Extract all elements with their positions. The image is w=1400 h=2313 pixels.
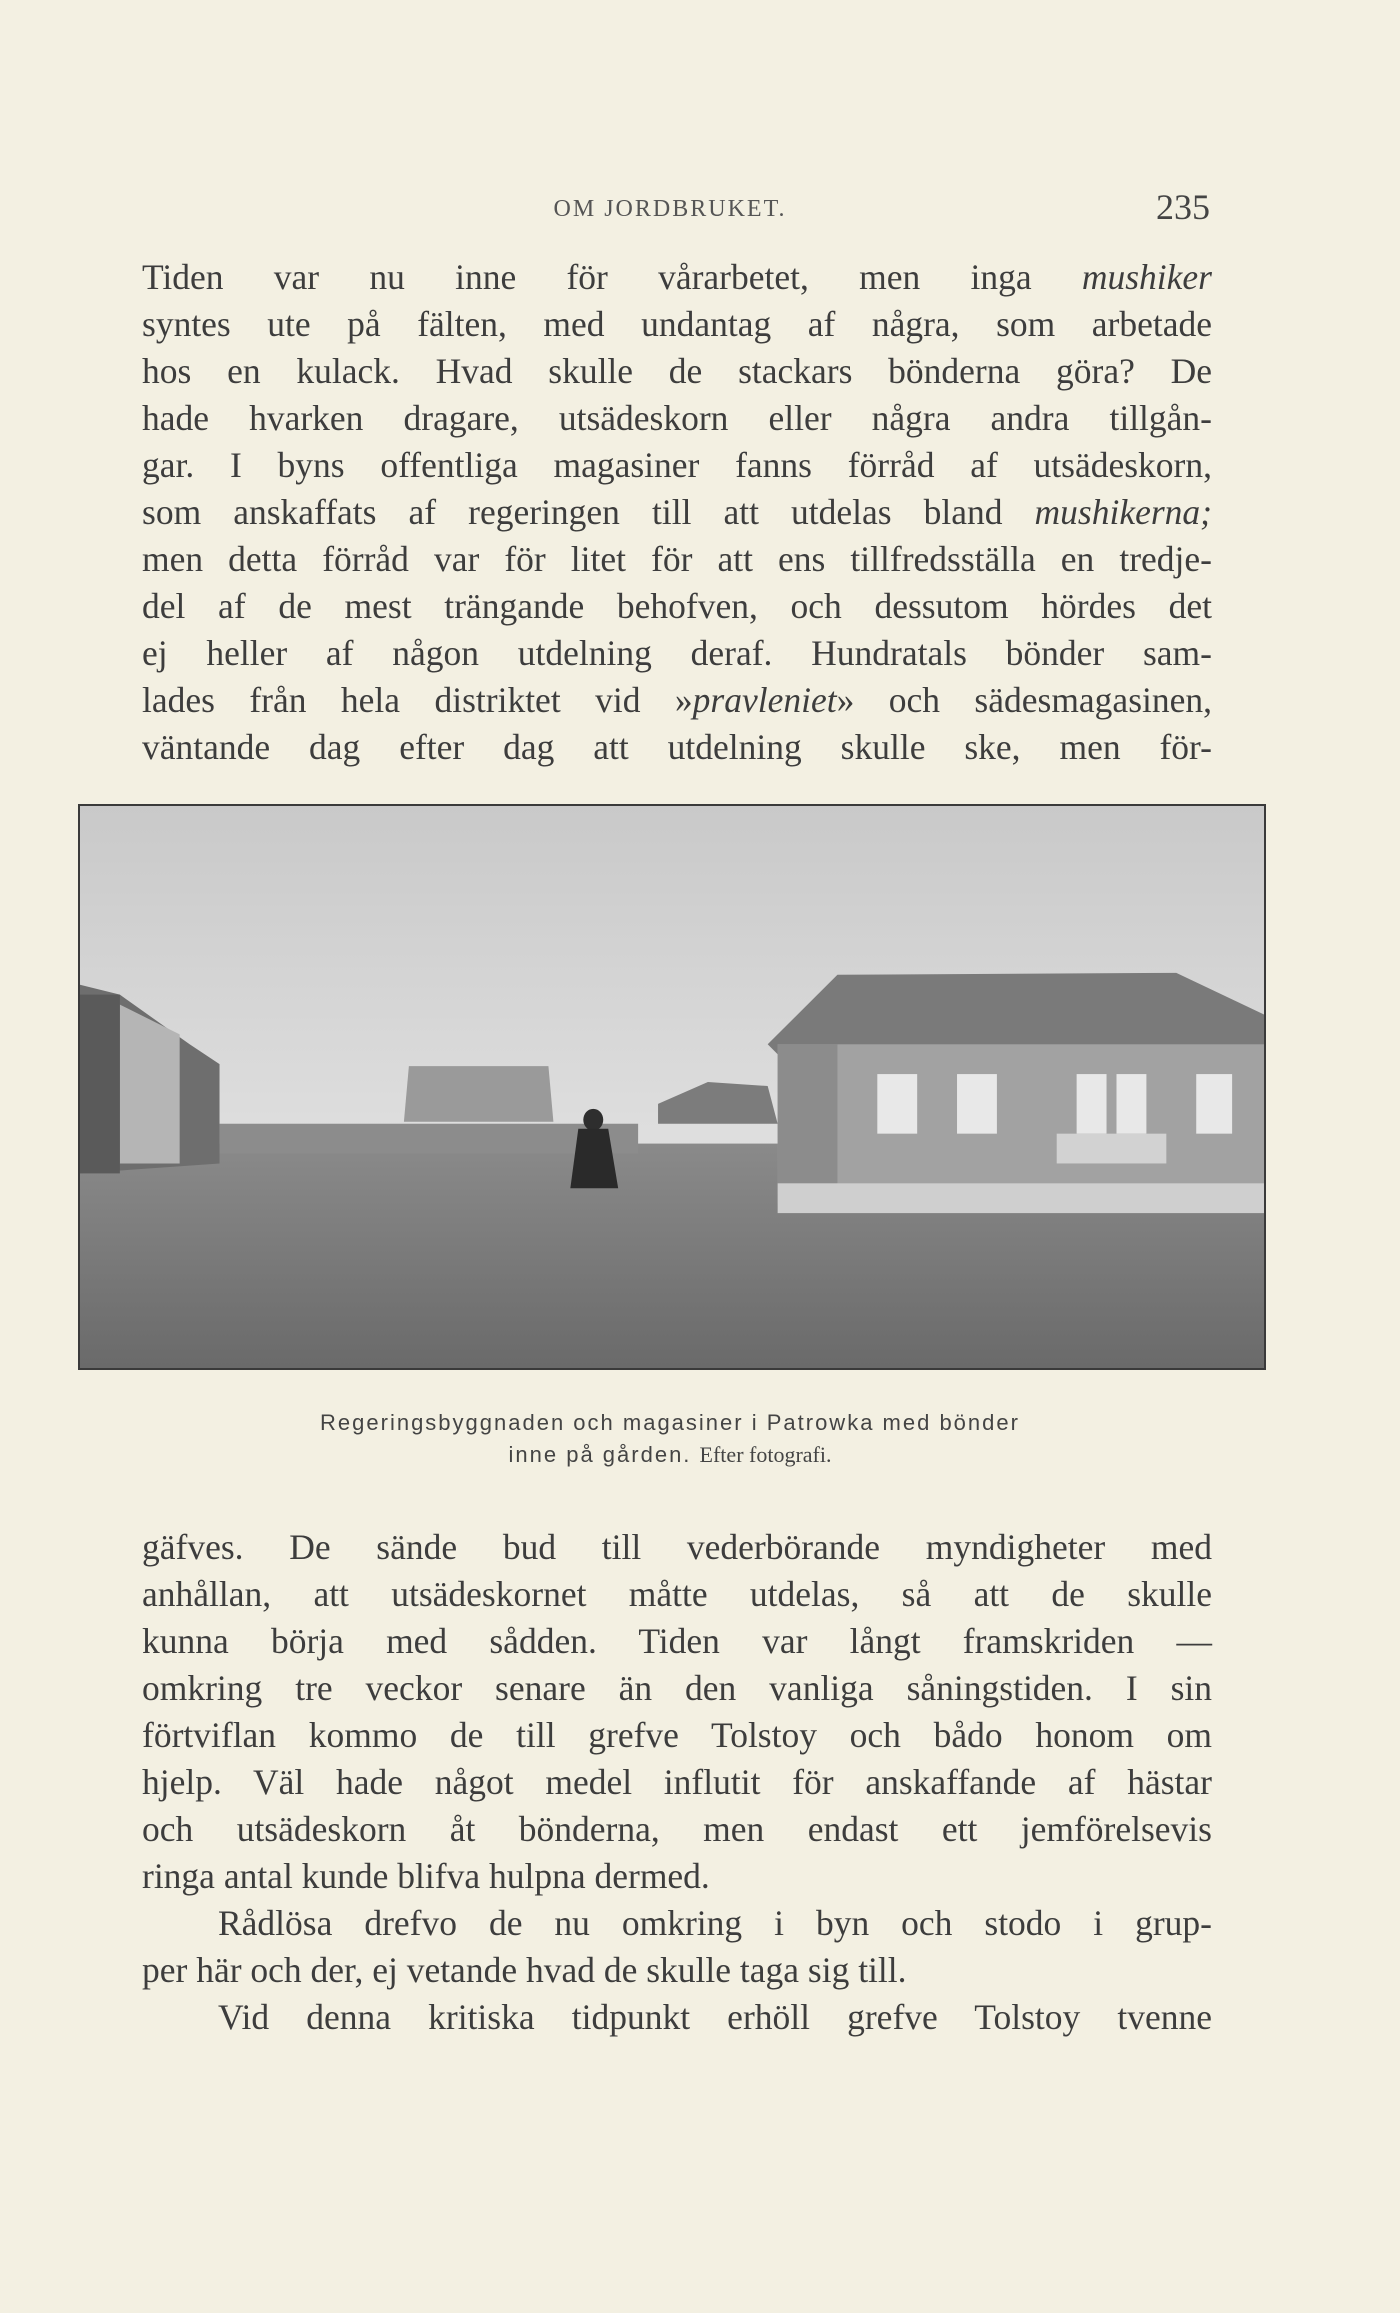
text-line: syntes ute på fälten, med undantag af några, som arbetade — [142, 304, 1212, 344]
figure-caption-line-2: inne på gården. Efter fotografi. — [508, 1442, 832, 1467]
page-number: 235 — [1156, 187, 1210, 227]
text-line: väntande dag efter dag att utdelning skulle ske, men för- — [142, 727, 1212, 767]
text-line: per här och der, ej vetande hvad de skulle taga sig till. — [142, 1950, 907, 1990]
window — [1116, 1074, 1146, 1134]
text-line: gäfves. De sände bud till vederbörande myndigheter med — [142, 1527, 1212, 1567]
text-line: men detta förråd var för litet för att ens tillfredsställa en tredje- — [142, 539, 1212, 579]
text-line: anhållan, att utsädeskornet måtte utdelas, så att de skulle — [142, 1574, 1212, 1614]
text-line: hos en kulack. Hvad skulle de stackars bönderna göra? De — [142, 351, 1212, 391]
figure-caption-line-1: Regeringsbyggnaden och magasiner i Patrowka med bönder — [320, 1410, 1020, 1435]
text-line: och utsädeskorn åt bönderna, men endast ett jemförelsevis — [142, 1809, 1212, 1849]
text-line: som anskaffats af regeringen till att utdelas bland mushikerna; — [142, 492, 1212, 532]
government-building — [768, 973, 1264, 1213]
text-line: hjelp. Väl hade något medel influtit för anskaffande af hästar — [142, 1762, 1212, 1802]
text-line: gar. I byns offentliga magasiner fanns förråd af utsädeskorn, — [142, 445, 1212, 485]
text-line: Tiden var nu inne för vårarbetet, men inga mushiker — [142, 257, 1212, 297]
window — [877, 1074, 917, 1134]
photograph-village-buildings — [78, 804, 1266, 1370]
photo-illustration — [80, 806, 1264, 1368]
text-line: del af de mest trängande behofven, och dessutom hördes det — [142, 586, 1212, 626]
text-line: ej heller af någon utdelning deraf. Hundratals bönder sam- — [142, 633, 1212, 673]
window — [1077, 1074, 1107, 1134]
text-line: hade hvarken dragare, utsädeskorn eller några andra tillgån- — [142, 398, 1212, 438]
text-line: kunna börja med sådden. Tiden var långt framskriden — — [142, 1621, 1212, 1661]
body-text-bottom — [142, 1524, 1212, 2041]
text-line: Vid denna kritiska tidpunkt erhöll grefve Tolstoy tvenne — [218, 1997, 1212, 2037]
window — [957, 1074, 997, 1134]
text-line: förtviflan kommo de till grefve Tolstoy och bådo honom om — [142, 1715, 1212, 1755]
text-line: omkring tre veckor senare än den vanliga såningstiden. I sin — [142, 1668, 1212, 1708]
window — [1196, 1074, 1232, 1134]
text-line: Rådlösa drefvo de nu omkring i byn och stodo i grup- — [218, 1903, 1212, 1943]
running-header: OM JORDBRUKET. — [553, 196, 787, 222]
body-text-top — [142, 254, 1212, 771]
text-line: ringa antal kunde blifva hulpna dermed. — [142, 1856, 710, 1896]
text-line: lades från hela distriktet vid »pravleniet» och sädesmagasinen, — [142, 680, 1212, 720]
